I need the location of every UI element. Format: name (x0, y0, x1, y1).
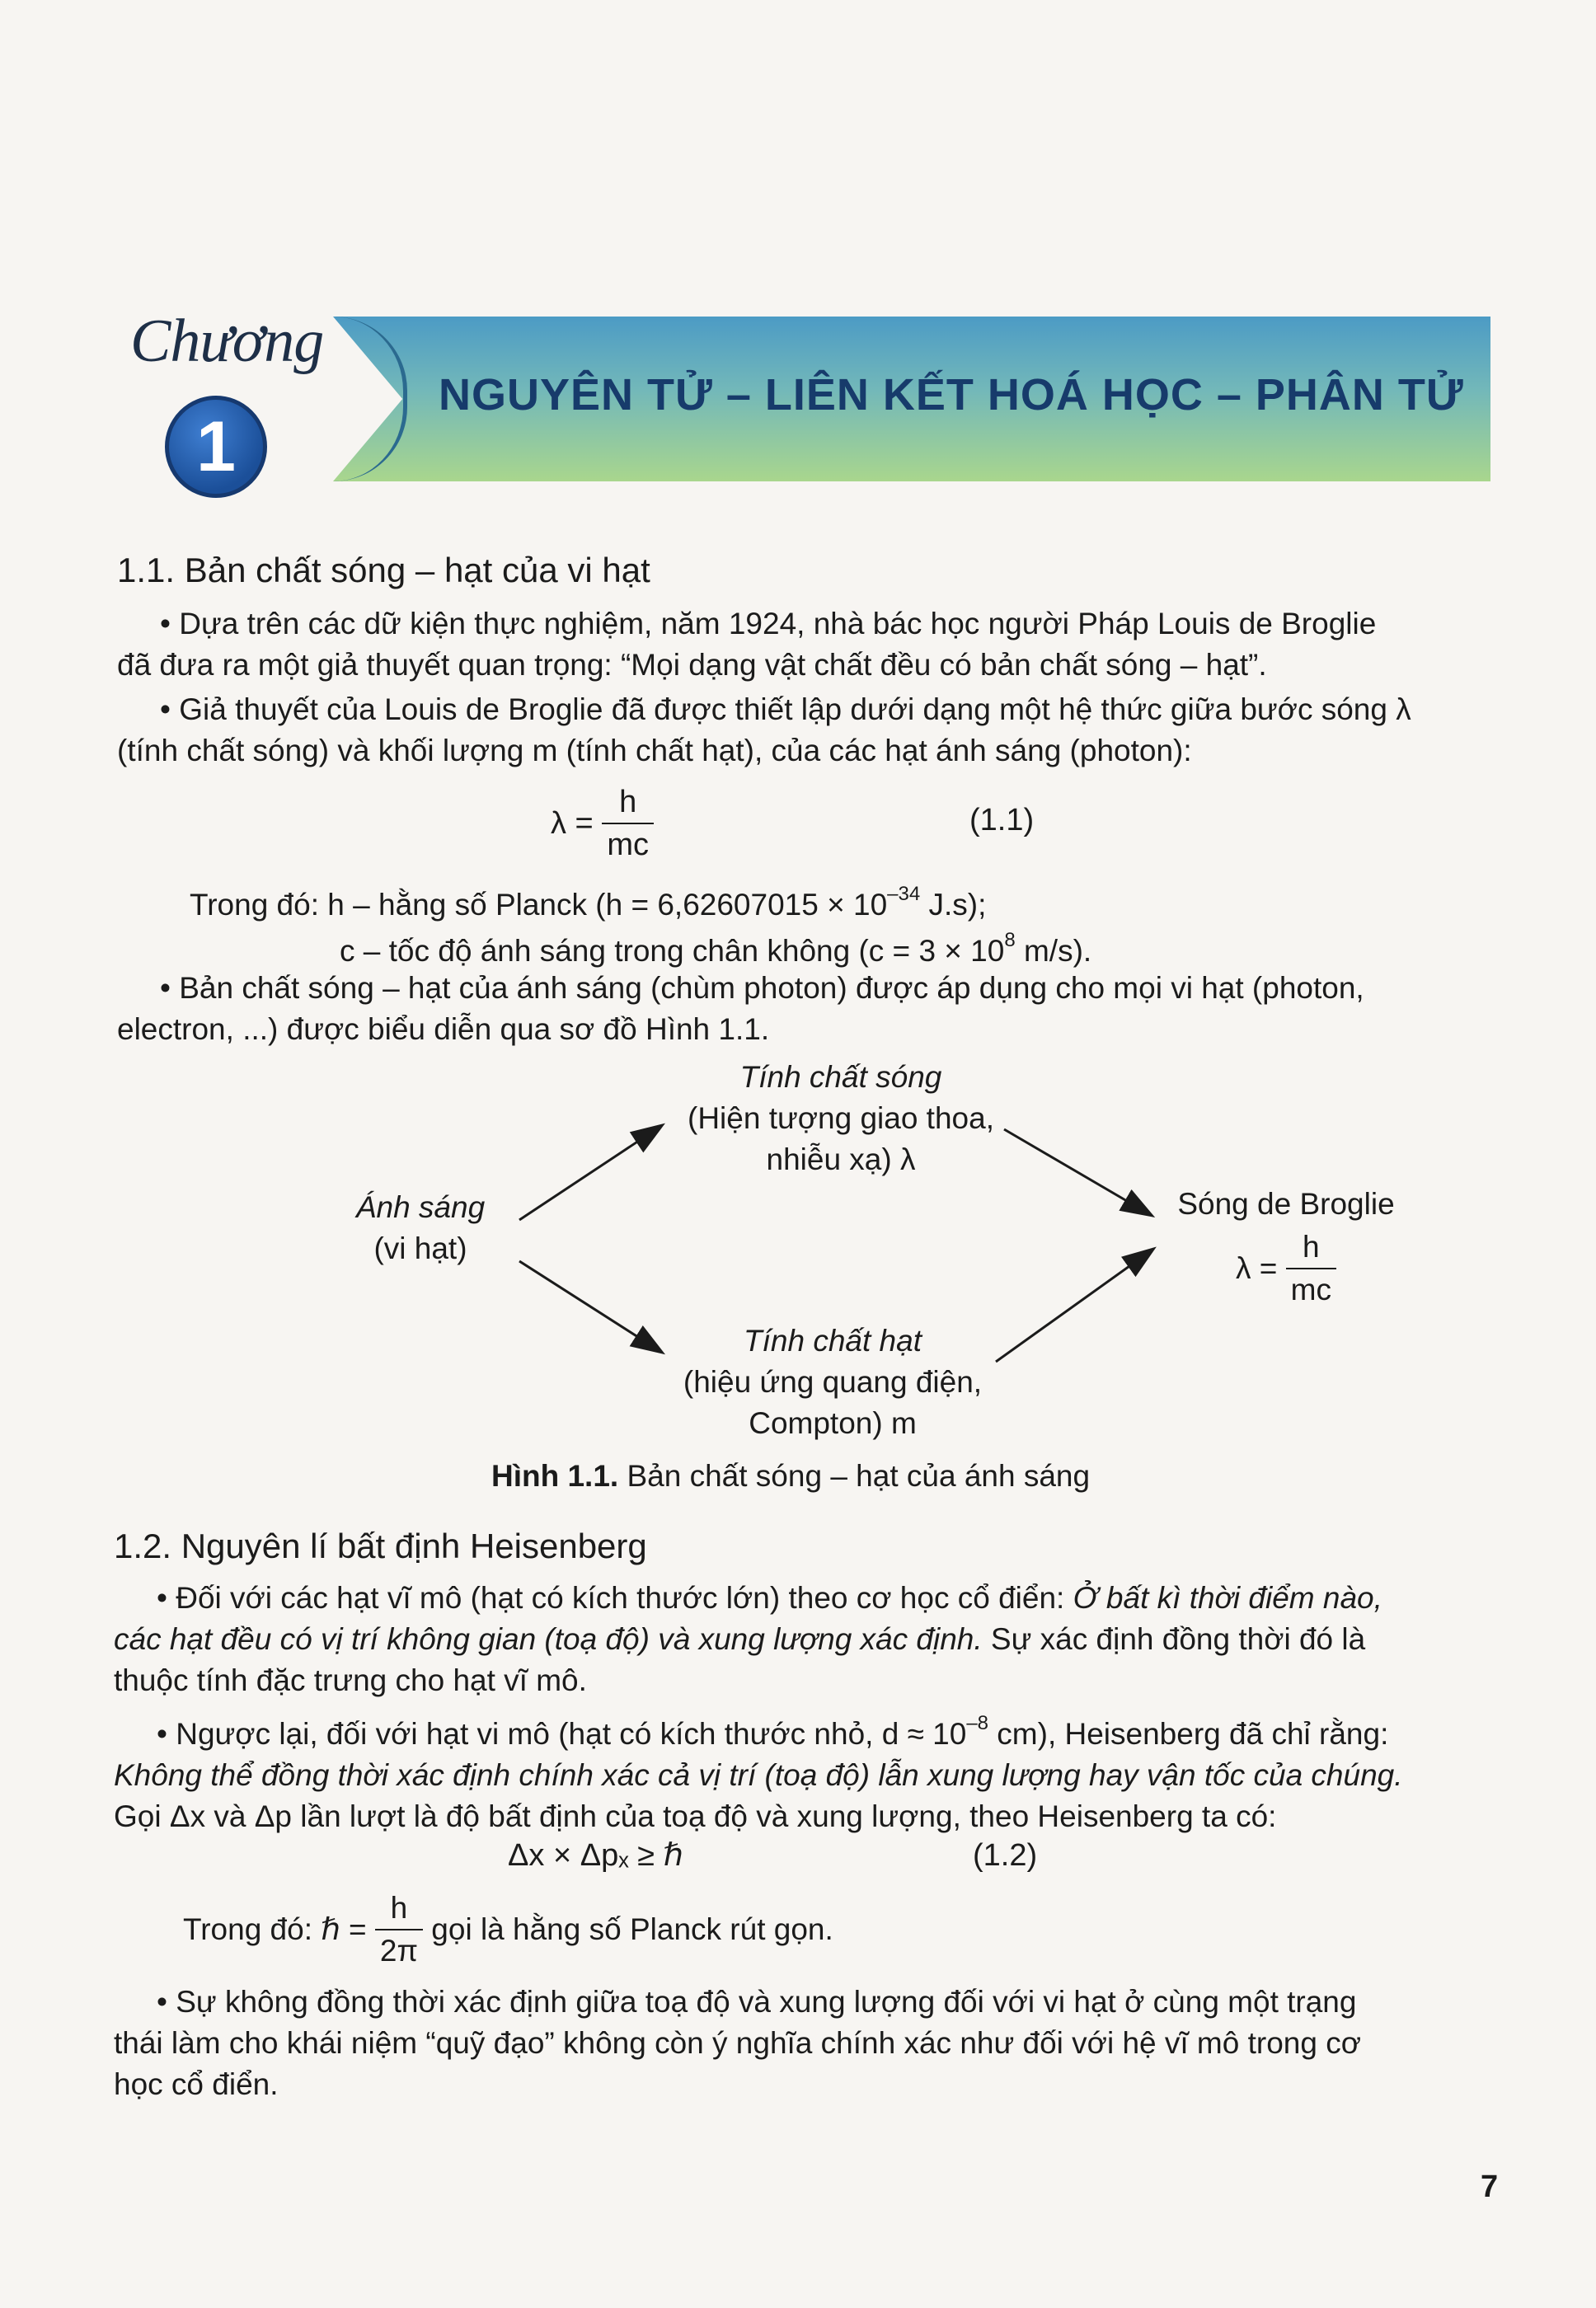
broglie-lhs: λ = (1236, 1251, 1278, 1285)
s2-p3-line1: • Sự không đồng thời xác định giữa toạ độ và xung lượng đối với vi hạt ở cùng một trạng (157, 1985, 1357, 2019)
s2-p1-line3: thuộc tính đặc trưng cho hạt vĩ mô. (114, 1663, 587, 1697)
equation-1-2: Δx × Δpₓ ≥ ℏ (508, 1838, 683, 1873)
s2-p1-line2-normal: Sự xác định đồng thời đó là (982, 1622, 1366, 1656)
section2-paragraph-2 (114, 1703, 1490, 1837)
s1-p2-line2: (tính chất sóng) và khối lượng m (tính chất hạt), của các hạt ánh sáng (photon): (117, 734, 1192, 767)
section2-paragraph-1 (114, 1578, 1490, 1701)
s1-p2-line1: • Giả thuyết của Louis de Broglie đã được thiết lập dưới dạng một hệ thức giữa bước sóng λ (160, 692, 1411, 726)
figure-caption-text: Bản chất sóng – hạt của ánh sáng (618, 1459, 1091, 1493)
s2-p3-line2: thái làm cho khái niệm “quỹ đạo” không còn ý nghĩa chính xác như đối với hệ vĩ mô trong cơ (114, 2026, 1361, 2060)
s2-p2-line3: Gọi Δx và Δp lần lượt là độ bất định của toạ độ và xung lượng, theo Heisenberg ta có: (114, 1799, 1277, 1833)
s1-p3-line1: • Bản chất sóng – hạt của ánh sáng (chùm photon) được áp dụng cho mọi vi hạt (photon, (160, 971, 1364, 1005)
s2-p2-line1-text: • Ngược lại, đối với hạt vi mô (hạt có kích thước nhỏ, d ≈ 10 (157, 1717, 967, 1751)
s2-p2-line2: Không thể đồng thời xác định chính xác cả vị trí (toạ độ) lẫn xung lượng hay vận tốc của chúng. (114, 1758, 1403, 1792)
s1-p1-line2: đã đưa ra một giả thuyết quan trọng: “Mọi dạng vật chất đều có bản chất sóng – hạt”. (117, 648, 1267, 682)
s1-p1-line1: • Dựa trên các dữ kiện thực nghiệm, năm 1924, nhà bác học người Pháp Louis de Broglie (160, 607, 1377, 640)
equation-1-1-number: (1.1) (969, 803, 1035, 837)
where-planck-text: Trong đó: h – hằng số Planck (h = 6,62607015 × 10 (190, 888, 888, 922)
page-number: 7 (1481, 2170, 1499, 2204)
wave-property-box (660, 1057, 1022, 1180)
s2-p3-line3: học cổ điển. (114, 2067, 279, 2101)
broglie-numerator: h (1286, 1227, 1336, 1269)
where-planck-unit: J.s); (920, 888, 987, 922)
particle-property-line3: Compton) m (749, 1406, 917, 1440)
broglie-fraction (1286, 1227, 1336, 1311)
s2-p2-line1-rest: cm), Heisenberg đã chỉ rằng: (988, 1717, 1389, 1751)
s2-p1-line2 (114, 1619, 1490, 1660)
particle-property-line2: (hiệu ứng quang điện, (683, 1365, 983, 1399)
section2-paragraph-3 (114, 1982, 1490, 2105)
figure-caption (491, 1456, 1090, 1497)
light-subtitle: (vi hạt) (373, 1231, 467, 1265)
s2-p1-line1-italic: Ở bất kì thời điểm nào, (1073, 1581, 1382, 1615)
wave-property-line3: nhiễu xạ) λ (766, 1142, 916, 1176)
where-hbar-lhs: Trong đó: ℏ = (183, 1912, 367, 1946)
where-planck-exponent: –34 (887, 883, 921, 905)
s2-p1-line2-italic: các hạt đều có vị trí không gian (toạ độ) và xung lượng xác định. (114, 1622, 983, 1656)
chapter-number-badge: 1 (165, 396, 267, 498)
s2-p1-line1-normal: • Đối với các hạt vĩ mô (hạt có kích thước lớn) theo cơ học cổ điển: (157, 1581, 1073, 1615)
where-c-exponent: 8 (1004, 929, 1016, 951)
section-heading-1-1: 1.1. Bản chất sóng – hạt của vi hạt (117, 551, 650, 589)
hbar-fraction (375, 1888, 423, 1972)
where-hbar (183, 1888, 833, 1972)
where-hbar-rest: gọi là hằng số Planck rút gọn. (431, 1912, 833, 1946)
where-c-text: c – tốc độ ánh sáng trong chân không (c = 3 × 10 (340, 934, 1005, 968)
hbar-numerator: h (375, 1888, 423, 1930)
arrow-light-to-wave (519, 1126, 661, 1220)
broglie-formula (1162, 1227, 1410, 1311)
particle-property-box (651, 1321, 1014, 1444)
eq1-numerator: h (602, 781, 654, 824)
broglie-denominator: mc (1290, 1273, 1331, 1306)
chapter-title: NGUYÊN TỬ – LIÊN KẾT HOÁ HỌC – PHÂN TỬ (439, 370, 1464, 420)
eq1-denominator: mc (607, 828, 649, 862)
chapter-label: Chương (130, 307, 324, 375)
s2-p2-line1 (114, 1703, 1490, 1755)
s2-p2-line1-exponent: –8 (966, 1712, 989, 1734)
s2-p1-line1 (114, 1578, 1490, 1619)
broglie-title: Sóng de Broglie (1177, 1187, 1395, 1221)
section-heading-1-2: 1.2. Nguyên lí bất định Heisenberg (114, 1527, 647, 1565)
arrow-particle-to-broglie (996, 1250, 1152, 1362)
light-title: Ánh sáng (355, 1190, 486, 1224)
figure-caption-label: Hình 1.1. (491, 1459, 619, 1493)
arrow-wave-to-broglie (1004, 1129, 1151, 1215)
light-box (330, 1187, 511, 1269)
equation-1-2-number: (1.2) (973, 1838, 1038, 1873)
wave-property-title: Tính chất sóng (739, 1060, 942, 1094)
wave-property-line2: (Hiện tượng giao thoa, (688, 1101, 994, 1135)
eq1-lhs: λ = (551, 806, 594, 841)
where-c-unit: m/s). (1015, 934, 1092, 968)
particle-property-title: Tính chất hạt (744, 1324, 922, 1358)
s1-p3-line2: electron, ...) được biểu diễn qua sơ đồ Hình 1.1. (117, 1012, 770, 1046)
broglie-box (1162, 1184, 1410, 1311)
hbar-denominator: 2π (379, 1934, 419, 1968)
arrow-light-to-particle (519, 1261, 661, 1352)
